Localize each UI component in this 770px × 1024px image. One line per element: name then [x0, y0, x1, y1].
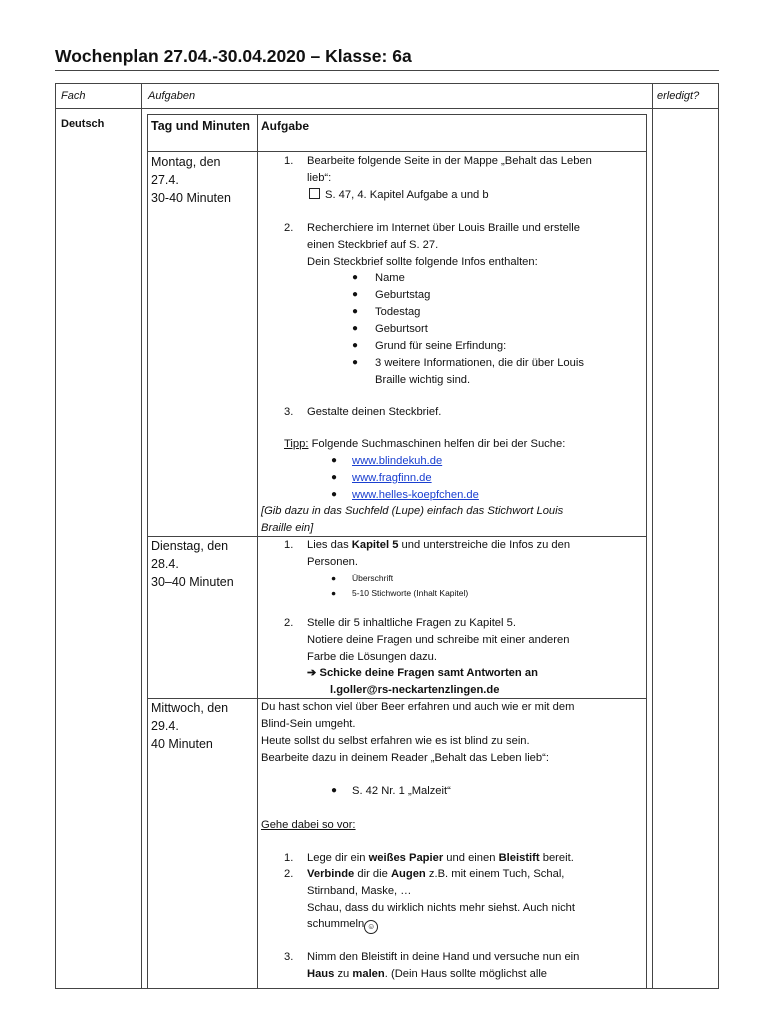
monday-info-item: Geburtsort	[375, 323, 428, 335]
monday-task1-page: S. 47, 4. Kapitel Aufgabe a und b	[325, 189, 489, 201]
arrow-right-icon: ➔	[307, 667, 317, 679]
col-divider-erledigt	[652, 83, 653, 989]
monday-task1-line1: Bearbeite folgende Seite in der Mappe „Behalt das Leben	[307, 155, 592, 167]
monday-info-item-cont: Braille wichtig sind.	[375, 374, 471, 386]
bullet-icon: ●	[352, 289, 359, 300]
step3-haus: Haus	[307, 968, 335, 980]
wednesday-step3-line2	[307, 966, 547, 983]
bullet-icon: ●	[331, 489, 338, 500]
monday-task1-line2: lieb“:	[307, 172, 332, 184]
step3-b: zu	[334, 968, 353, 980]
tuesday-task1-number: 1.	[284, 539, 294, 551]
step2-schummeln: schummeln	[307, 918, 365, 930]
day-monday	[151, 153, 255, 207]
step1-e: bereit.	[539, 852, 574, 864]
wednesday-intro-line2: Blind-Sein umgeht.	[261, 718, 356, 730]
wednesday-step2-number: 2.	[284, 868, 294, 880]
day-tuesday	[151, 537, 255, 591]
wednesday-step2-line4	[307, 916, 378, 934]
bullet-icon: ●	[331, 588, 337, 598]
smiley-icon: ☺	[364, 920, 378, 934]
tuesday-task1-chapter: Kapitel 5	[351, 539, 399, 551]
monday-task3-number: 3.	[284, 406, 294, 418]
monday-info-item: Grund für seine Erfindung:	[375, 340, 507, 352]
monday-info-item: Todestag	[375, 306, 421, 318]
monday-info-item: Geburtstag	[375, 289, 431, 301]
tuesday-task2-line3: Farbe die Lösungen dazu.	[307, 651, 437, 663]
header-aufgaben: Aufgaben	[148, 90, 196, 102]
link-blindekuh[interactable]: www.blindekuh.de	[352, 455, 443, 467]
monday-task2-number: 2.	[284, 222, 294, 234]
tuesday-task1-line2: Personen.	[307, 556, 358, 568]
day-tuesday-name: Dienstag, den	[151, 539, 229, 553]
title-rule	[55, 70, 719, 71]
wednesday-intro-line3: Heute sollst du selbst erfahren wie es ist blind zu sein.	[261, 735, 530, 747]
monday-task1-number: 1.	[284, 155, 294, 167]
link-helles-koepfchen[interactable]: www.helles-koepfchen.de	[352, 489, 479, 501]
bullet-icon: ●	[331, 455, 338, 466]
monday-note-line2: Braille ein]	[261, 522, 314, 534]
monday-task3: Gestalte deinen Steckbrief.	[307, 406, 442, 418]
tipp-text: Folgende Suchmaschinen helfen dir bei der Suche:	[308, 438, 566, 450]
tuesday-send-line1	[307, 665, 538, 682]
step1-pencil: Bleistift	[498, 852, 540, 864]
tuesday-bullet: 5-10 Stichworte (Inhalt Kapitel)	[352, 588, 469, 598]
step2-d: z.B. mit einem Tuch, Schal,	[425, 868, 565, 880]
wednesday-step3-line1: Nimm den Bleistift in deine Hand und versuche nun ein	[307, 951, 580, 963]
wednesday-howto: Gehe dabei so vor:	[261, 819, 356, 831]
col-divider-fach	[141, 83, 142, 989]
tuesday-task1-pre: Lies das	[307, 539, 352, 551]
monday-tipp	[284, 436, 565, 453]
tuesday-task2-line2: Notiere deine Fragen und schreibe mit einer anderen	[307, 634, 570, 646]
tuesday-send-email: l.goller@rs-neckartenzlingen.de	[330, 684, 500, 696]
inner-header-tag: Tag und Minuten	[151, 119, 251, 133]
wednesday-step2-line1	[307, 866, 564, 883]
wednesday-step1	[307, 850, 574, 867]
subject-label: Deutsch	[61, 118, 105, 130]
day-tuesday-date: 28.4.	[151, 557, 179, 571]
step3-d: . (Dein Haus sollte möglichst alle	[384, 968, 548, 980]
bullet-icon: ●	[352, 306, 359, 317]
day-monday-minutes: 30-40 Minuten	[151, 191, 231, 205]
wednesday-task-page: S. 42 Nr. 1 „Malzeit“	[352, 785, 451, 797]
step2-b: dir die	[354, 868, 391, 880]
tuesday-bullet: Überschrift	[352, 573, 394, 583]
step1-paper: weißes Papier	[368, 852, 444, 864]
wednesday-intro-line1: Du hast schon viel über Beer erfahren und auch wie er mit dem	[261, 701, 575, 713]
step1-a: Lege dir ein	[307, 852, 369, 864]
bullet-icon: ●	[331, 472, 338, 483]
checkbox-icon	[309, 188, 320, 199]
step2-verbinde: Verbinde	[307, 868, 355, 880]
link-fragfinn[interactable]: www.fragfinn.de	[352, 472, 432, 484]
day-monday-date: 27.4.	[151, 173, 179, 187]
monday-info-item: 3 weitere Informationen, die dir über Louis	[375, 357, 584, 369]
inner-header-divider	[147, 151, 647, 152]
bullet-icon: ●	[331, 785, 338, 796]
wednesday-step3-number: 3.	[284, 951, 294, 963]
day-wednesday-date: 29.4.	[151, 719, 179, 733]
tuesday-task1-line1	[307, 537, 570, 554]
inner-col-divider	[257, 114, 258, 989]
monday-task1-line3	[309, 187, 489, 204]
bullet-icon: ●	[352, 357, 359, 368]
monday-info-item: Name	[375, 272, 405, 284]
step1-c: und einen	[443, 852, 499, 864]
day-monday-name: Montag, den	[151, 155, 221, 169]
step2-augen: Augen	[390, 868, 426, 880]
monday-task2-line3: Dein Steckbrief sollte folgende Infos enthalten:	[307, 256, 538, 268]
step3-malen: malen	[352, 968, 385, 980]
bullet-icon: ●	[352, 272, 359, 283]
monday-task2-line2: einen Steckbrief auf S. 27.	[307, 239, 439, 251]
bullet-icon: ●	[331, 573, 337, 583]
wednesday-step2-line2: Stirnband, Maske, …	[307, 885, 412, 897]
wednesday-step1-number: 1.	[284, 852, 294, 864]
tuesday-task2-number: 2.	[284, 617, 294, 629]
bullet-icon: ●	[352, 340, 359, 351]
bullet-icon: ●	[352, 323, 359, 334]
wednesday-intro-line4: Bearbeite dazu in deinem Reader „Behalt das Leben lieb“:	[261, 752, 549, 764]
tipp-label: Tipp:	[284, 438, 309, 450]
day-wednesday-name: Mittwoch, den	[151, 701, 229, 715]
tuesday-task2-line1: Stelle dir 5 inhaltliche Fragen zu Kapitel 5.	[307, 617, 516, 629]
header-erledigt: erledigt?	[657, 90, 700, 102]
monday-note-line1: [Gib dazu in das Suchfeld (Lupe) einfach das Stichwort Louis	[261, 505, 564, 517]
tuesday-send-text: Schicke deine Fragen samt Antworten an	[319, 667, 538, 679]
header-row-divider	[55, 108, 719, 109]
inner-header-aufgabe: Aufgabe	[261, 119, 309, 133]
monday-task2-line1: Recherchiere im Internet über Louis Braille und erstelle	[307, 222, 580, 234]
tuesday-task1-post: und unterstreiche die Infos zu den	[398, 539, 571, 551]
day-wednesday	[151, 699, 255, 753]
day-tuesday-minutes: 30–40 Minuten	[151, 575, 234, 589]
page-title: Wochenplan 27.04.-30.04.2020 – Klasse: 6a	[55, 46, 412, 66]
day-wednesday-minutes: 40 Minuten	[151, 737, 213, 751]
header-fach: Fach	[61, 90, 86, 102]
wednesday-step2-line3: Schau, dass du wirklich nichts mehr siehst. Auch nicht	[307, 902, 576, 914]
